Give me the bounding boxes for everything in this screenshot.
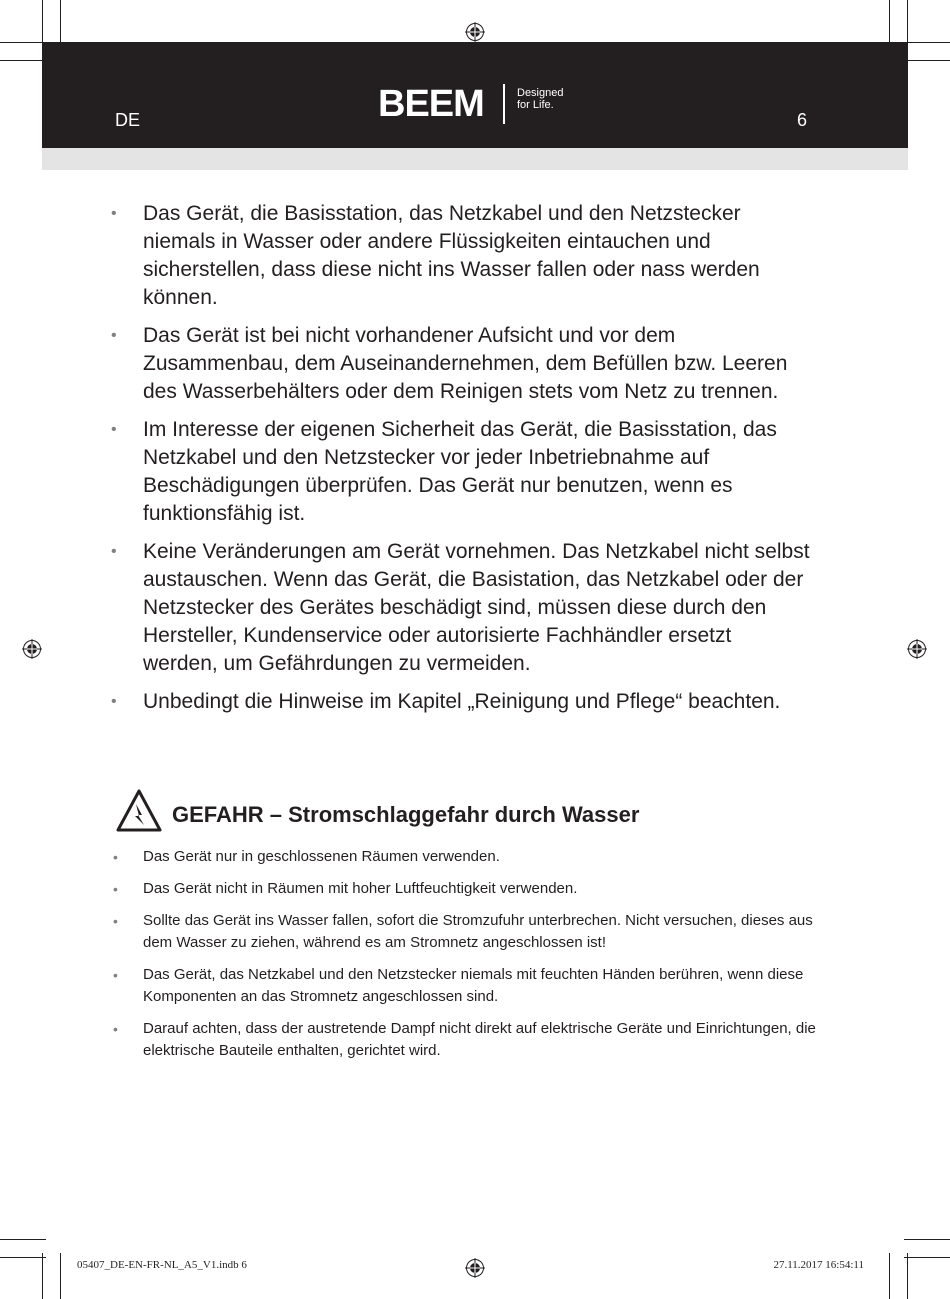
- danger-heading: [115, 788, 815, 834]
- brand-logo: BEEM: [378, 83, 484, 125]
- list-item: • Das Gerät, das Netzkabel und den Netzstecker niemals mit feuchten Händen berühren, wenn diese Komponenten an das Stromnetz angeschlossen sind.: [111, 964, 823, 1008]
- crop-mark: [0, 1239, 46, 1240]
- footer-timestamp: 27.11.2017 16:54:11: [773, 1259, 864, 1271]
- crop-mark: [907, 0, 908, 46]
- high-voltage-warning-icon: [115, 788, 163, 834]
- page-number: 6: [796, 110, 807, 130]
- footer-file-name: 05407_DE-EN-FR-NL_A5_V1.indb 6: [77, 1259, 247, 1271]
- crop-mark: [889, 1253, 890, 1299]
- crop-mark: [904, 42, 950, 43]
- language-label: DE: [115, 110, 141, 130]
- page-header: [42, 42, 908, 148]
- list-item: • Darauf achten, dass der austretende Dampf nicht direkt auf elektrische Geräte und Einrichtungen, die elektrische Bauteile enthalten, gerichtet wird.: [111, 1018, 823, 1062]
- crop-mark: [0, 60, 46, 61]
- crop-mark: [60, 0, 61, 46]
- registration-mark-icon: [465, 22, 485, 42]
- registration-mark-icon: [22, 639, 42, 659]
- tagline-line: Designed: [517, 87, 564, 99]
- list-item: • Im Interesse der eigenen Sicherheit das Gerät, die Basisstation, das Netzkabel und den Netzstecker vor jeder Inbetriebnahme auf Beschädigungen überprüfen. Das Gerät nur benutzen, wenn es funktionsfähig ist.: [111, 416, 811, 528]
- crop-mark: [907, 1253, 908, 1299]
- list-item: • Das Gerät nicht in Räumen mit hoher Luftfeuchtigkeit verwenden.: [111, 878, 823, 900]
- list-item: • Das Gerät ist bei nicht vorhandener Aufsicht und vor dem Zusammenbau, dem Auseinandernehmen, dem Befüllen bzw. Leeren des Wasserbehälters oder dem Reinigen stets vom Netz zu trennen.: [111, 322, 811, 406]
- registration-mark-icon: [907, 639, 927, 659]
- safety-list: [111, 200, 811, 726]
- crop-mark: [904, 1257, 950, 1258]
- crop-mark: [42, 1253, 43, 1299]
- crop-mark: [904, 1239, 950, 1240]
- list-item: • Das Gerät nur in geschlossenen Räumen verwenden.: [111, 846, 823, 868]
- list-item: • Keine Veränderungen am Gerät vornehmen. Das Netzkabel nicht selbst austauschen. Wenn das Gerät, die Basistation, das Netzkabel oder der Netzstecker des Gerätes beschädigt sind, müssen diese durch den Hersteller, Kundenservice oder autorisierte Fachhändler ersetzt werden, um Gefährdungen zu vermeiden.: [111, 538, 811, 678]
- danger-list: [111, 846, 823, 1072]
- danger-title: GEFAHR – Stromschlaggefahr durch Wasser: [172, 802, 640, 827]
- crop-mark: [0, 42, 46, 43]
- brand-tagline: [517, 87, 563, 111]
- crop-mark: [0, 1257, 46, 1258]
- registration-mark-icon: [465, 1258, 485, 1278]
- list-item: • Unbedingt die Hinweise im Kapitel „Reinigung und Pflege“ beachten.: [111, 688, 811, 716]
- crop-mark: [60, 1253, 61, 1299]
- header-underline-band: [42, 148, 908, 170]
- crop-mark: [42, 0, 43, 46]
- crop-mark: [904, 60, 950, 61]
- list-item: • Das Gerät, die Basisstation, das Netzkabel und den Netzstecker niemals in Wasser oder andere Flüssigkeiten eintauchen und sicherstellen, dass diese nicht ins Wasser fallen oder nass werden können.: [111, 200, 811, 312]
- logo-divider: [503, 84, 505, 124]
- list-item: • Sollte das Gerät ins Wasser fallen, sofort die Stromzufuhr unterbrechen. Nicht versuchen, dieses aus dem Wasser zu ziehen, während es am Stromnetz angeschlossen ist!: [111, 910, 823, 954]
- crop-mark: [889, 0, 890, 46]
- tagline-line: for Life.: [517, 99, 554, 111]
